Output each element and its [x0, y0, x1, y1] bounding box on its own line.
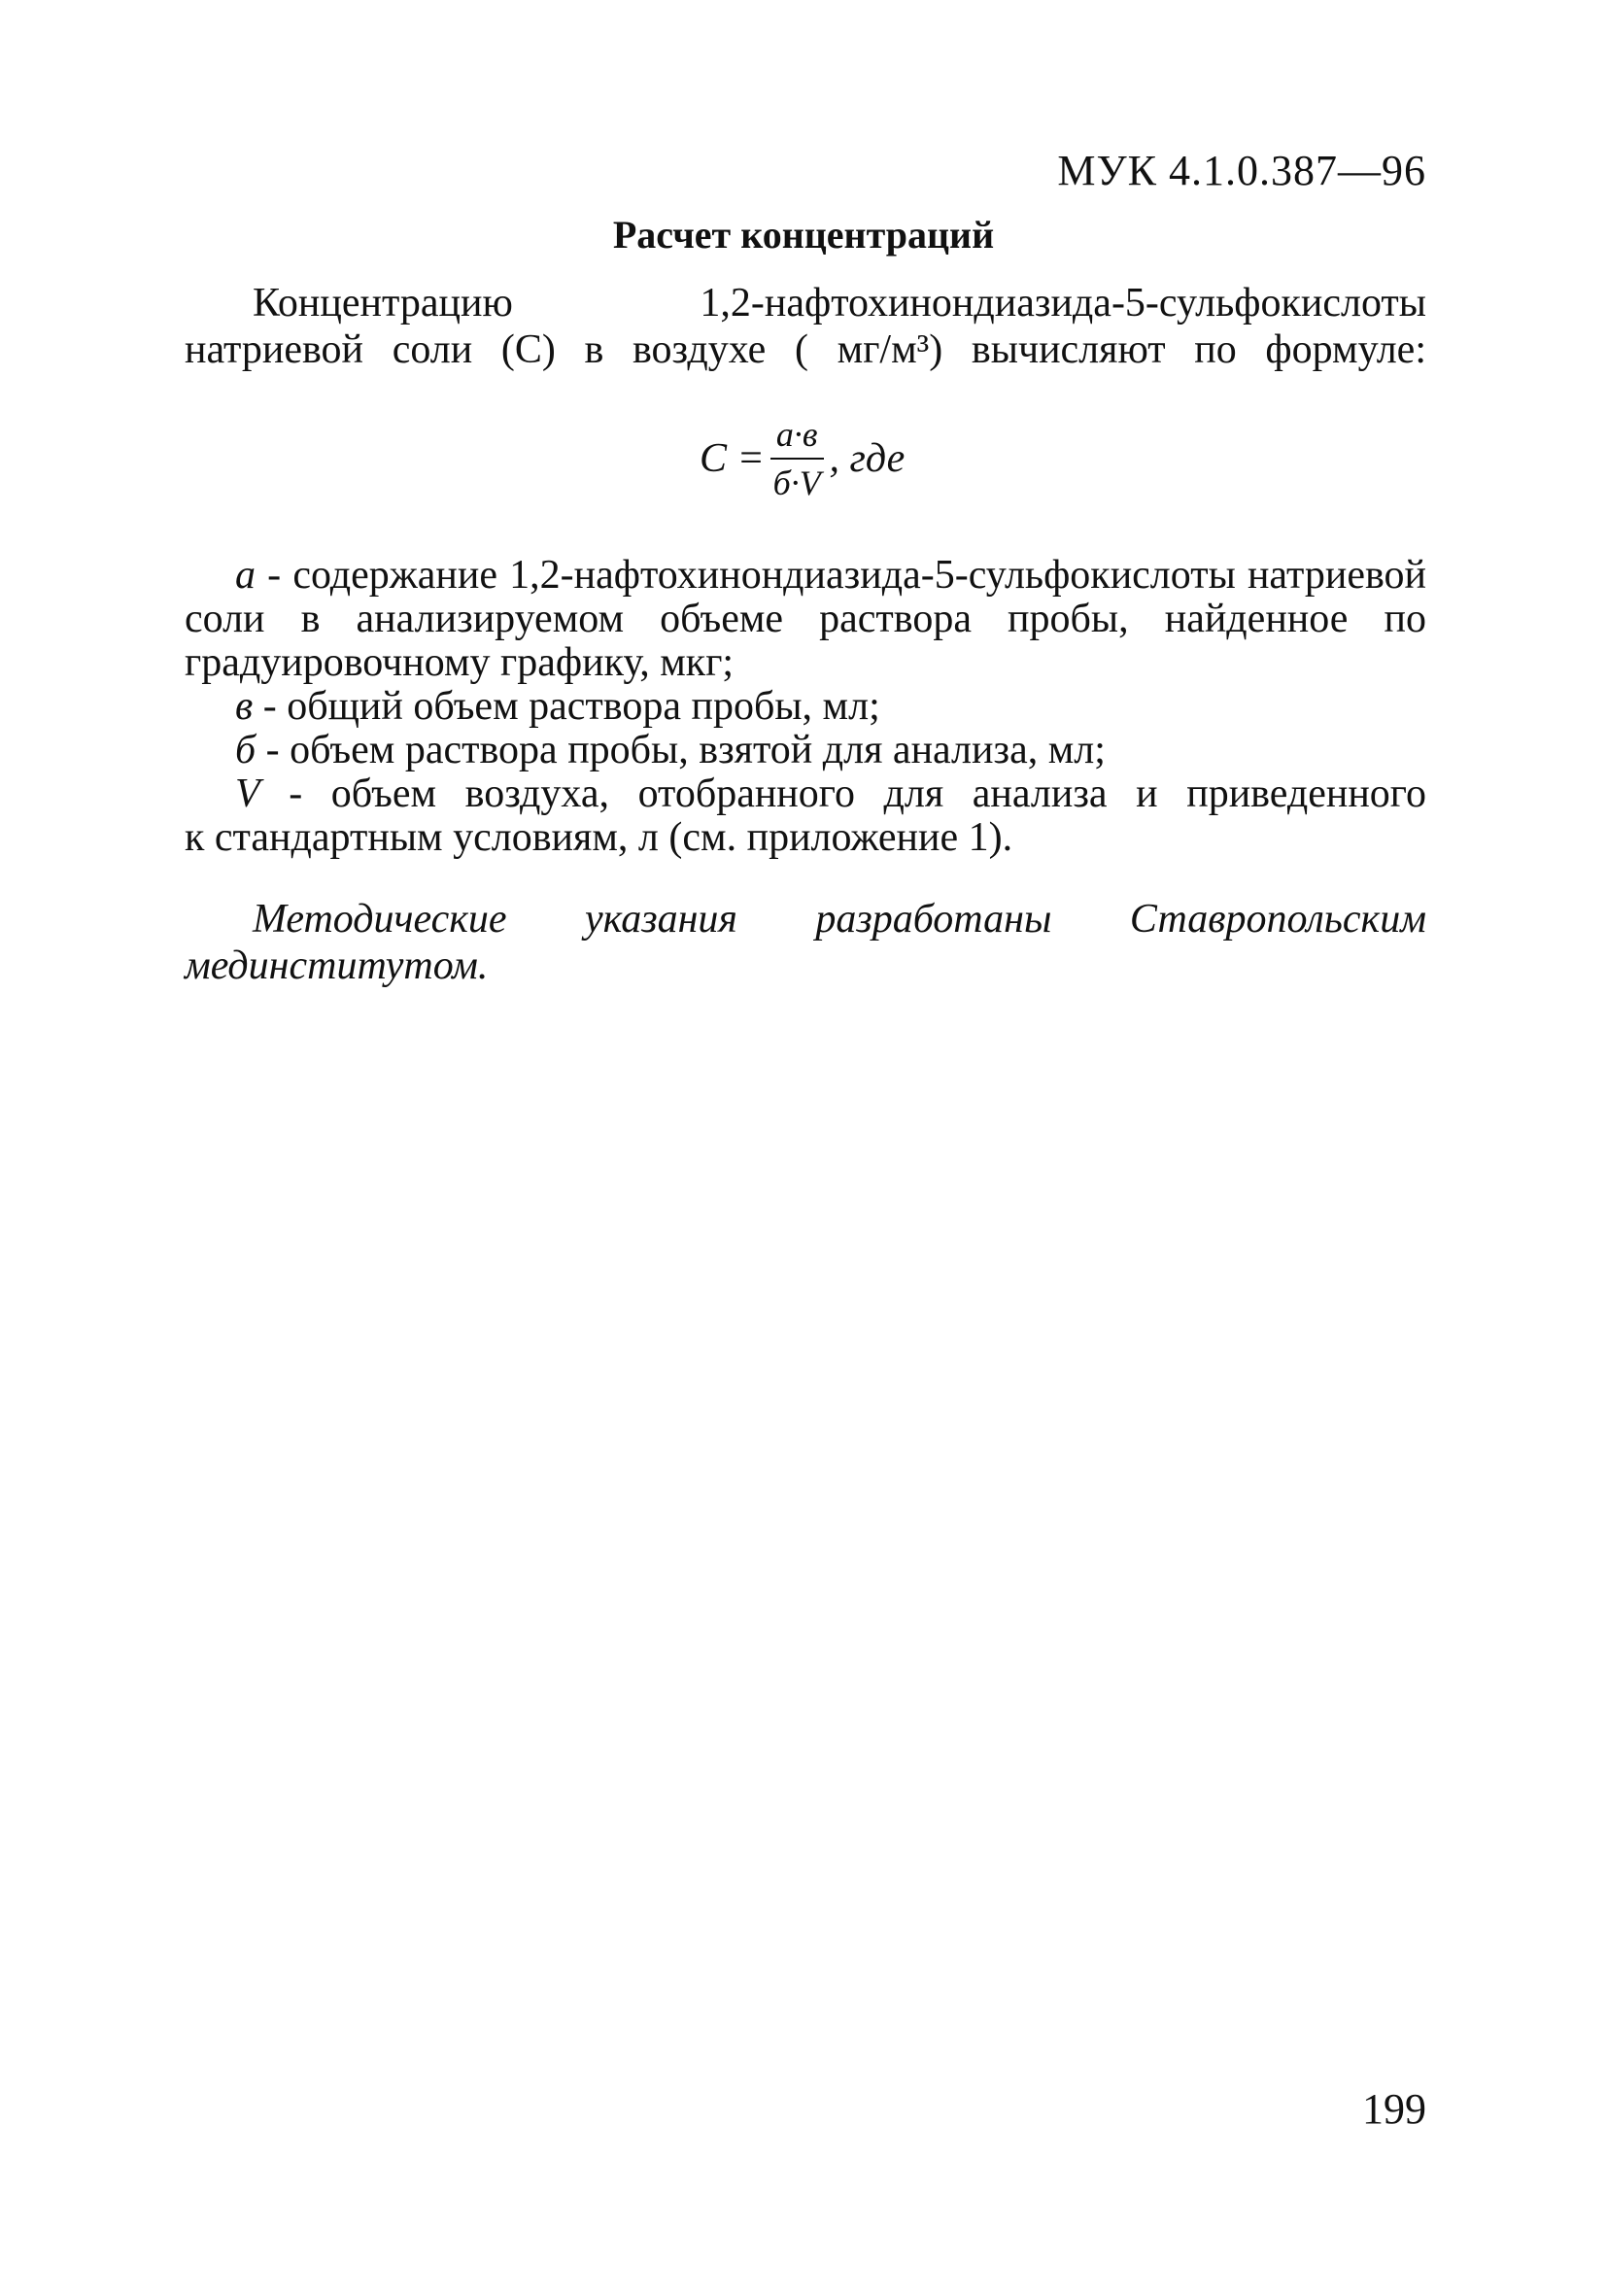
page-number: 199: [1362, 2085, 1426, 2133]
definition-V: [185, 772, 1426, 816]
symbol-V: V: [235, 771, 260, 816]
formula-numerator: а·в: [770, 413, 824, 460]
formula-lhs: С =: [700, 436, 765, 481]
intro-line-2: натриевой соли (С) в воздухе ( мг/м³) вычисляют по формуле:: [185, 327, 1426, 372]
definition-V-continued: к стандартным условиям, л (см. приложение 1).: [185, 815, 1013, 860]
concentration-formula: [700, 413, 905, 504]
definition-a: [185, 554, 1426, 685]
document-code: МУК 4.1.0.387—96: [1057, 147, 1426, 194]
authorship-note: Методические указания разработаны Ставропольским мединститутом.: [185, 897, 1426, 988]
definition-b-text: - объем раствора пробы, взятой для анализа, мл;: [256, 728, 1106, 772]
variable-definitions: [185, 554, 1426, 860]
intro-paragraph: [185, 280, 1426, 373]
formula-fraction: [770, 413, 824, 504]
formula-suffix: , где: [829, 436, 906, 481]
definition-v-text: - общий объем раствора пробы, мл;: [253, 684, 880, 729]
definition-V-text-1: - объем воздуха, отобранного для анализа и приведенного: [259, 771, 1426, 816]
symbol-a: а: [235, 553, 256, 598]
definition-b: [185, 729, 1426, 772]
formula-denominator: б·V: [772, 463, 821, 502]
symbol-b: б: [235, 728, 256, 772]
definition-a-text: - содержание 1,2-нафтохинондиазида-5-сульфокислоты натриевой соли в анализируемом объеме раствора пробы, найденное по градуировочному графику, мкг;: [185, 553, 1426, 685]
definition-v: [185, 685, 1426, 729]
section-title: Расчет концентраций: [612, 213, 995, 257]
intro-line-1: Концентрацию 1,2-нафтохинондиазида-5-сульфокислоты: [253, 281, 1426, 326]
symbol-v: в: [235, 684, 254, 729]
